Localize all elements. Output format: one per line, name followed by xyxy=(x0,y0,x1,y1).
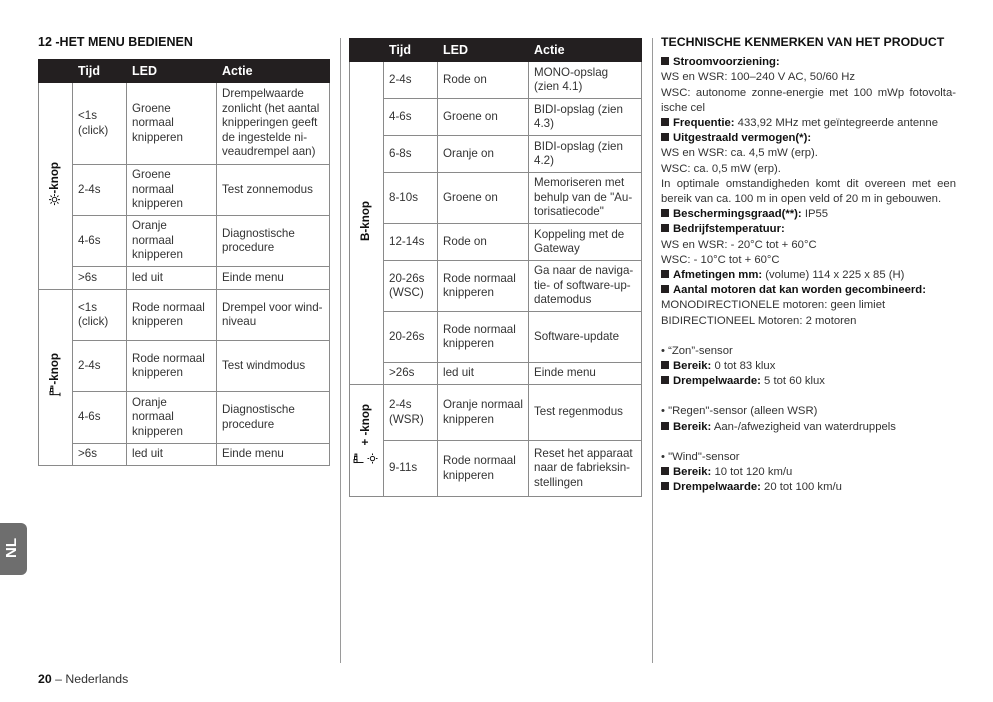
cell-tijd: >6s xyxy=(73,267,127,290)
column-divider-2 xyxy=(652,38,653,663)
cell-tijd: >26s xyxy=(384,363,438,385)
cell-led: Rode normaal knipperen xyxy=(438,312,529,363)
cell-actie: Koppeling met de Gateway xyxy=(529,224,642,261)
rain-sensor-heading: • "Regen"-sensor (alleen WSR) xyxy=(661,405,818,418)
cell-led: Rode normaal knipperen xyxy=(438,261,529,312)
header-led: LED xyxy=(127,60,217,83)
wind-sensor-range: Bereik: 10 tot 120 km/u xyxy=(661,465,956,480)
spec-heading-temperature: Bedrijfstemperatuur: xyxy=(661,222,956,237)
table-header-row xyxy=(350,39,642,62)
table-row xyxy=(350,441,642,497)
table-row xyxy=(39,83,330,165)
cell-tijd: 2-4s xyxy=(384,62,438,99)
header-tijd: Tijd xyxy=(384,39,438,62)
table-row xyxy=(39,341,330,392)
header-actie: Actie xyxy=(529,39,642,62)
page-number: 20 xyxy=(38,672,52,686)
cell-actie: Diagnostische procedure xyxy=(217,392,330,444)
sun-sensor-range: Bereik: 0 tot 83 klux xyxy=(661,359,956,374)
cell-actie: Einde menu xyxy=(217,444,330,466)
group-sun-button xyxy=(39,83,73,290)
bullet-square-icon xyxy=(661,361,669,369)
bullet-square-icon xyxy=(661,57,669,65)
wind-sensor-heading: • "Wind"-sensor xyxy=(661,450,740,463)
spec-line: In optimale omstandigheden komt dit overeen met een bereik van ca. 100 m in open veld of 20 m in gebouwen. xyxy=(661,177,956,206)
cell-led: Groene normaal knipperen xyxy=(127,165,217,216)
tech-specs xyxy=(661,35,956,495)
cell-actie: Einde menu xyxy=(217,267,330,290)
cell-led: Rode normaal knipperen xyxy=(127,341,217,392)
cell-tijd: 20-26s (WSC) xyxy=(384,261,438,312)
table-row xyxy=(39,444,330,466)
cell-led: Rode normaal knipperen xyxy=(438,441,529,497)
bullet-square-icon xyxy=(661,422,669,430)
sun-wind-icon xyxy=(359,446,374,472)
cell-tijd: 2-4s xyxy=(73,165,127,216)
cell-actie: Test windmodus xyxy=(217,341,330,392)
cell-led: Rode normaal knipperen xyxy=(127,290,217,341)
spec-line: WSC: autonome zonne-energie met 100 mWp fotovolta-ische cel xyxy=(661,86,956,114)
page-footer xyxy=(38,672,128,686)
cell-actie: Test zonnemodus xyxy=(217,165,330,216)
spec-heading-power-output: Uitgestraald vermogen(*): xyxy=(661,131,956,146)
cell-actie: MONO-opslag (zien 4.1) xyxy=(529,62,642,99)
cell-led: Oranje on xyxy=(438,136,529,173)
group-sun-wind-button xyxy=(350,385,384,497)
header-empty xyxy=(350,39,384,62)
cell-actie: BIDI-opslag (zien 4.2) xyxy=(529,136,642,173)
spec-heading-power: Stroomvoorziening: xyxy=(661,55,956,70)
cell-tijd: 2-4s xyxy=(73,341,127,392)
header-actie: Actie xyxy=(217,60,330,83)
table-row xyxy=(350,385,642,441)
footer-language: – Nederlands xyxy=(51,672,129,686)
cell-led: led uit xyxy=(438,363,529,385)
cell-actie: Diagnostische procedure xyxy=(217,216,330,267)
wind-flag-icon xyxy=(48,385,63,397)
table-header-row xyxy=(39,60,330,83)
cell-actie: Drempelwaarde zonlicht (het aantal knipperingen geeft de ingestelde ni-veaudrempel aan) xyxy=(217,83,330,165)
spec-line: WS en WSR: 100–240 V AC, 50/60 Hz xyxy=(661,71,856,84)
cell-led: Groene normaal knipperen xyxy=(127,83,217,165)
cell-actie: Memoriseren met behulp van de "Au-torisatiecode" xyxy=(529,173,642,224)
cell-led: Groene on xyxy=(438,99,529,136)
bullet-square-icon xyxy=(661,482,669,490)
cell-led: Groene on xyxy=(438,173,529,224)
cell-led: Rode on xyxy=(438,224,529,261)
group-label: B-knop xyxy=(359,200,373,241)
spec-frequency: Frequentie: 433,92 MHz met geïntegreerde antenne xyxy=(661,116,956,131)
spec-line: WSC: ca. 0,5 mW (erp). xyxy=(661,162,781,175)
bullet-square-icon xyxy=(661,209,669,217)
column-divider-1 xyxy=(340,38,341,663)
spec-line: WS en WSR: ca. 4,5 mW (erp). xyxy=(661,147,818,160)
table-row xyxy=(350,261,642,312)
bullet-square-icon xyxy=(661,224,669,232)
group-label: -knop xyxy=(48,353,63,397)
bullet-square-icon xyxy=(661,118,669,126)
spec-line: MONODIRECTIONELE motoren: geen limiet xyxy=(661,299,886,312)
cell-tijd: <1s (click) xyxy=(73,83,127,165)
cell-tijd: 12-14s xyxy=(384,224,438,261)
table-row xyxy=(350,62,642,99)
menu-table-left xyxy=(38,59,330,466)
spec-line: BIDIRECTIONEEL Motoren: 2 motoren xyxy=(661,314,857,327)
table-row xyxy=(39,392,330,444)
sun-sensor-heading: • “Zon”-sensor xyxy=(661,344,733,357)
group-wind-button xyxy=(39,290,73,466)
language-tab-label: NL xyxy=(3,538,20,558)
cell-tijd: <1s (click) xyxy=(73,290,127,341)
cell-actie: BIDI-opslag (zien 4.3) xyxy=(529,99,642,136)
bullet-square-icon xyxy=(661,133,669,141)
table-row xyxy=(350,224,642,261)
cell-tijd: 4-6s xyxy=(384,99,438,136)
spec-dimensions: Afmetingen mm: (volume) 114 x 225 x 85 (H) xyxy=(661,268,956,283)
spec-protection: Beschermingsgraad(**): IP55 xyxy=(661,207,956,222)
spec-heading-motors: Aantal motoren dat kan worden gecombineerd: xyxy=(661,283,956,298)
bullet-square-icon xyxy=(661,376,669,384)
table-row xyxy=(39,165,330,216)
specs-title: TECHNISCHE KENMERKEN VAN HET PRODUCT xyxy=(661,35,945,49)
spec-line: WS en WSR: - 20°C tot + 60°C xyxy=(661,238,817,251)
cell-tijd: 4-6s xyxy=(73,392,127,444)
table-row xyxy=(39,290,330,341)
header-empty xyxy=(39,60,73,83)
cell-actie: Drempel voor wind-niveau xyxy=(217,290,330,341)
cell-tijd: 9-11s xyxy=(384,441,438,497)
cell-led: Rode on xyxy=(438,62,529,99)
section-title: 12 -HET MENU BEDIENEN xyxy=(38,35,193,49)
group-label: -knop xyxy=(48,162,63,206)
rain-sensor-range: Bereik: Aan-/afwezigheid van waterdruppels xyxy=(661,420,956,435)
cell-tijd: 20-26s xyxy=(384,312,438,363)
bullet-square-icon xyxy=(661,270,669,278)
bullet-square-icon xyxy=(661,467,669,475)
header-led: LED xyxy=(438,39,529,62)
sun-icon xyxy=(48,194,63,206)
cell-actie: Test regenmodus xyxy=(529,385,642,441)
cell-actie: Ga naar de naviga-tie- of software-up-datemodus xyxy=(529,261,642,312)
cell-led: led uit xyxy=(127,444,217,466)
header-tijd: Tijd xyxy=(73,60,127,83)
cell-tijd: 4-6s xyxy=(73,216,127,267)
table-row xyxy=(350,363,642,385)
cell-led: Oranje normaal knipperen xyxy=(438,385,529,441)
table-row xyxy=(39,216,330,267)
group-b-button xyxy=(350,62,384,385)
bullet-square-icon xyxy=(661,285,669,293)
table-row xyxy=(39,267,330,290)
table-row xyxy=(350,136,642,173)
cell-tijd: >6s xyxy=(73,444,127,466)
cell-tijd: 2-4s (WSR) xyxy=(384,385,438,441)
menu-table-right xyxy=(349,38,642,497)
table-row xyxy=(350,173,642,224)
cell-led: Oranje normaal knipperen xyxy=(127,392,217,444)
wind-sensor-threshold: Drempelwaarde: 20 tot 100 km/u xyxy=(661,480,956,495)
cell-actie: Software-update xyxy=(529,312,642,363)
cell-tijd: 6-8s xyxy=(384,136,438,173)
cell-led: led uit xyxy=(127,267,217,290)
cell-led: Oranje normaal knipperen xyxy=(127,216,217,267)
sun-sensor-threshold: Drempelwaarde: 5 tot 60 klux xyxy=(661,374,956,389)
cell-actie: Einde menu xyxy=(529,363,642,385)
table-row xyxy=(350,99,642,136)
language-tab xyxy=(0,523,27,575)
spec-line: WSC: - 10°C tot + 60°C xyxy=(661,253,780,266)
table-row xyxy=(350,312,642,363)
cell-tijd: 8-10s xyxy=(384,173,438,224)
cell-actie: Reset het apparaat naar de fabrieksin-stellingen xyxy=(529,441,642,497)
group-label: + -knop xyxy=(359,404,374,472)
